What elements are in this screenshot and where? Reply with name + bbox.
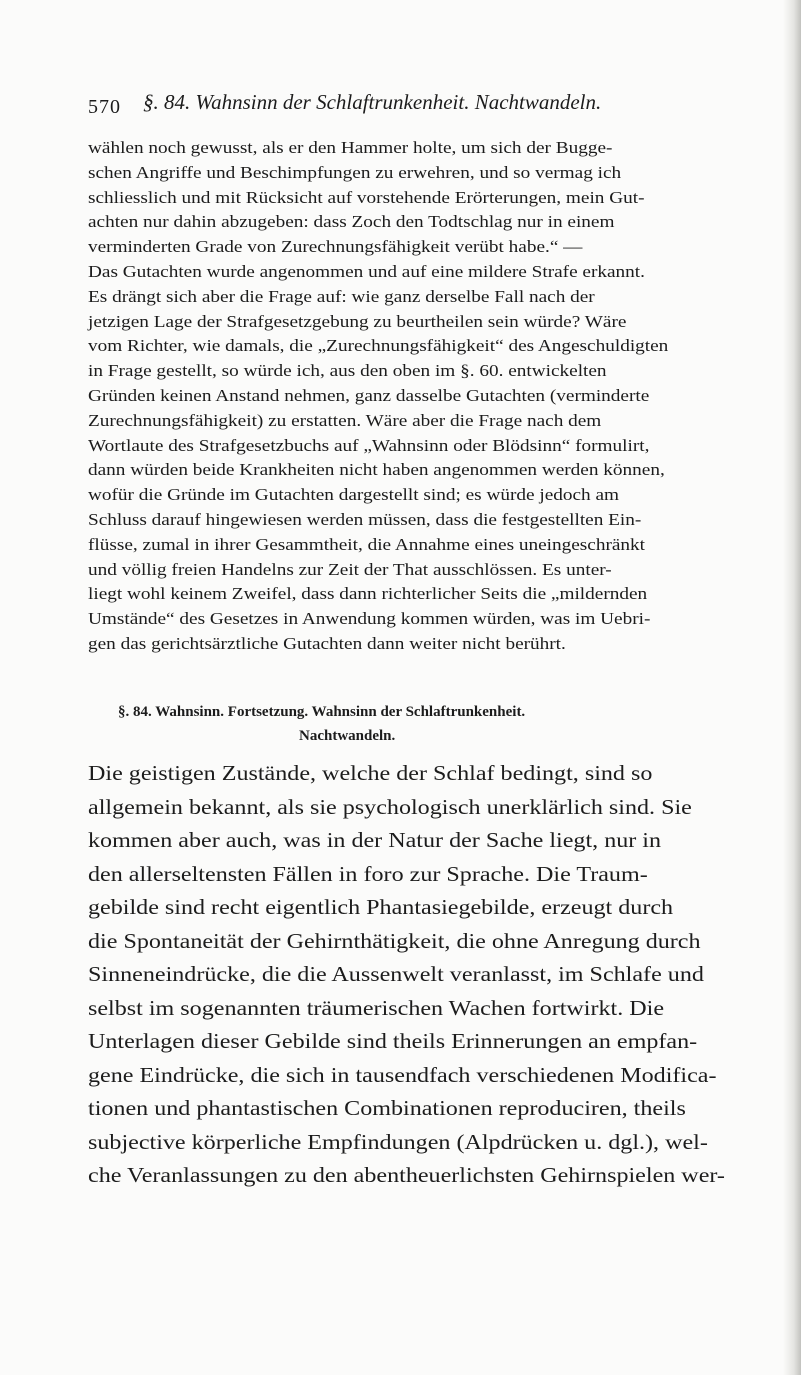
section-heading — [118, 700, 758, 748]
text-line: Es drängt sich aber die Frage auf: wie ganz derselbe Fall nach der — [88, 286, 595, 306]
text-line: Wortlaute des Strafgesetzbuchs auf „Wahnsinn oder Blödsinn“ formulirt, — [88, 435, 650, 455]
text-line: achten nur dahin abzugeben: dass Zoch den Todtschlag nur in einem — [88, 212, 615, 232]
text-line: gen das gerichtsärztliche Gutachten dann weiter nicht berührt. — [88, 633, 566, 653]
text-line: allgemein bekannt, als sie psychologisch unerklärlich sind. Sie — [88, 794, 692, 819]
text-line: Umstände“ des Gesetzes in Anwendung kommen würden, was im Uebri- — [88, 609, 651, 629]
text-line: wählen noch gewusst, als er den Hammer holte, um sich der Bugge- — [88, 138, 613, 157]
running-head: §. 84. Wahnsinn der Schlaftrunkenheit. Nachtwandeln. — [143, 90, 602, 114]
text-line: che Veranlassungen zu den abentheuerlichsten Gehirnspielen wer- — [88, 1163, 725, 1187]
section-heading-line-1: §. 84. Wahnsinn. Fortsetzung. Wahnsinn der Schlaftrunkenheit. — [118, 704, 526, 720]
text-line: selbst im sogenannten träumerischen Wachen fortwirkt. Die — [88, 995, 665, 1020]
text-line: dann würden beide Krankheiten nicht haben angenommen werden können, — [88, 460, 665, 480]
text-line: verminderten Grade von Zurechnungsfähigkeit verübt habe.“ — — [88, 237, 583, 257]
text-line: Zurechnungsfähigkeit) zu erstatten. Wäre aber die Frage nach dem — [88, 410, 602, 430]
text-line: die Spontaneität der Gehirnthätigkeit, die ohne Anregung durch — [88, 928, 701, 953]
text-line: wofür die Gründe im Gutachten dargestellt sind; es würde jedoch am — [88, 485, 620, 505]
text-line: Schluss darauf hingewiesen werden müssen, dass die festgestellten Ein- — [88, 509, 642, 529]
page-header — [88, 90, 768, 130]
text-line: jetzigen Lage der Strafgesetzgebung zu beurtheilen sein würde? Wäre — [88, 311, 627, 331]
text-line: liegt wohl keinem Zweifel, dass dann richterlicher Seits die „mildernden — [88, 584, 648, 604]
text-line: Unterlagen dieser Gebilde sind theils Erinnerungen an empfan- — [88, 1029, 698, 1053]
text-line: vom Richter, wie damals, die „Zurechnungsfähigkeit“ des Angeschuldigten — [88, 336, 669, 356]
section-heading-line-2: Nachtwandeln. — [299, 728, 396, 744]
text-line: Gründen keinen Anstand nehmen, ganz dasselbe Gutachten (verminderte — [88, 385, 650, 405]
text-line: schliesslich und mit Rücksicht auf vorstehende Erörterungen, mein Gut- — [88, 187, 645, 207]
text-line: den allerseltensten Fällen in foro zur Sprache. Die Traum- — [88, 861, 648, 886]
text-line: gene Eindrücke, die sich in tausendfach verschiedenen Modifica- — [88, 1062, 717, 1087]
page-number: 570 — [88, 96, 121, 118]
text-line: Sinneneindrücke, die die Aussenwelt veranlasst, im Schlafe und — [88, 962, 704, 986]
paragraph-small-print — [88, 136, 772, 657]
paragraph-main-text — [88, 757, 772, 1193]
text-line: Die geistigen Zustände, welche der Schlaf bedingt, sind so — [88, 761, 653, 785]
text-line: und völlig freien Handelns zur Zeit der That ausschlössen. Es unter- — [88, 559, 612, 579]
text-line: Das Gutachten wurde angenommen und auf eine mildere Strafe erkannt. — [88, 261, 645, 281]
text-line: gebilde sind recht eigentlich Phantasiegebilde, erzeugt durch — [88, 895, 674, 919]
text-line: in Frage gestellt, so würde ich, aus den oben im §. 60. entwickelten — [88, 361, 607, 381]
text-line: subjective körperliche Empfindungen (Alpdrücken u. dgl.), wel- — [88, 1129, 708, 1154]
text-line: flüsse, zumal in ihrer Gesammtheit, die Annahme eines uneingeschränkt — [88, 534, 646, 554]
text-line: kommen aber auch, was in der Natur der Sache liegt, nur in — [88, 828, 662, 852]
text-line: tionen und phantastischen Combinationen reproduciren, theils — [88, 1096, 686, 1120]
text-line: schen Angriffe und Beschimpfungen zu erwehren, und so vermag ich — [88, 162, 622, 182]
